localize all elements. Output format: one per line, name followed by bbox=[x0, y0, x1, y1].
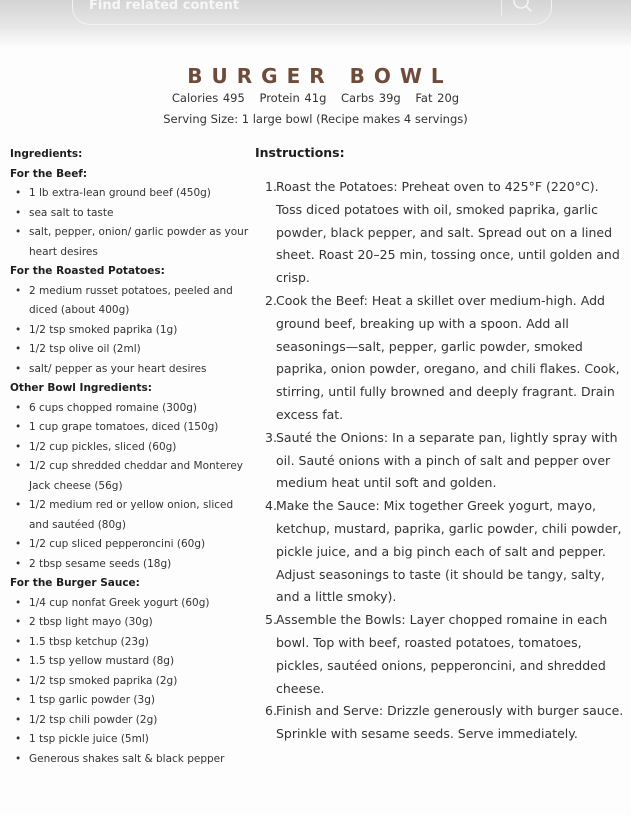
ingredient-item: • 1 tsp garlic powder (3g) bbox=[10, 691, 250, 711]
section-title: For the Roasted Potatoes: bbox=[10, 265, 165, 277]
section-title: For the Beef: bbox=[10, 167, 88, 180]
ingredient-item: • 1/2 cup shredded cheddar and Monterey Jack cheese (56g) bbox=[10, 457, 250, 496]
ingredient-item: • 1/2 tsp chili powder (2g) bbox=[10, 711, 250, 731]
instruction-list bbox=[255, 176, 625, 746]
step-number: 2. bbox=[265, 292, 277, 308]
ingredient-list bbox=[10, 282, 250, 380]
ingredient-item: • 1 lb extra-lean ground beef (450g) bbox=[10, 184, 250, 204]
ingredient-item: • 2 tbsp light mayo (30g) bbox=[10, 613, 250, 633]
serving-size: Serving Size: 1 large bowl (Recipe makes 4 servings) bbox=[163, 112, 468, 126]
ingredient-list bbox=[10, 594, 250, 770]
search-input[interactable] bbox=[87, 0, 471, 14]
step-number: 4. bbox=[265, 498, 277, 514]
instruction-step bbox=[255, 427, 625, 495]
ingredient-item: • 1 cup grape tomatoes, diced (150g) bbox=[10, 418, 250, 438]
ingredient-item: • 1/2 cup pickles, sliced (60g) bbox=[10, 438, 250, 458]
ingredient-item: • salt/ pepper as your heart desires bbox=[10, 360, 250, 380]
step-number: 1. bbox=[265, 179, 277, 194]
instruction-step bbox=[255, 290, 625, 427]
ingredient-list bbox=[10, 184, 250, 262]
instruction-step bbox=[255, 609, 625, 700]
ingredient-item: • sea salt to taste bbox=[10, 204, 250, 224]
ingredients-heading: Ingredients: bbox=[10, 148, 83, 160]
step-text: Assemble the Bowls: Layer chopped romaine in each bowl. Top with beef, roasted potatoes, tomatoes, pickles, sautéed onions, pepperoncini, and shredded cheese. bbox=[276, 612, 608, 696]
ingredient-item: • Generous shakes salt & black pepper bbox=[10, 750, 250, 770]
ingredient-item: • 1.5 tbsp ketchup (23g) bbox=[10, 633, 250, 653]
ingredient-item: • 1/2 tsp smoked paprika (1g) bbox=[10, 321, 250, 341]
instruction-step bbox=[255, 495, 625, 609]
ingredient-list bbox=[10, 399, 250, 575]
ingredient-item: • 1/2 tsp smoked paprika (2g) bbox=[10, 672, 250, 692]
instructions-column bbox=[255, 145, 625, 746]
search-button[interactable] bbox=[509, 0, 545, 19]
step-text: Roast the Potatoes: Preheat oven to 425°F (220°C). Toss diced potatoes with oil, smoked paprika, garlic powder, black pepper, and salt. Spread out on a lined sheet. Roast 20–25 min, tossing once, until golden and crisp. bbox=[276, 179, 620, 286]
section-title: For the Burger Sauce: bbox=[10, 577, 140, 589]
ingredient-item: • 2 medium russet potatoes, peeled and diced (about 400g) bbox=[10, 282, 250, 321]
step-text: Sauté the Onions: In a separate pan, lightly spray with oil. Sauté onions with a pinch of salt and pepper over medium heat until soft and golden. bbox=[276, 429, 618, 491]
ingredient-item: • salt, pepper, onion/ garlic powder as your heart desires bbox=[10, 223, 250, 262]
ingredient-item: • 1 tsp pickle juice (5ml) bbox=[10, 730, 250, 750]
calories: Calories 495 bbox=[171, 91, 245, 105]
instruction-step bbox=[255, 176, 625, 290]
step-number: 6. bbox=[265, 703, 277, 719]
ingredient-item: • 1/2 tsp olive oil (2ml) bbox=[10, 340, 250, 360]
step-text: Cook the Beef: Heat a skillet over medium-high. Add ground beef, breaking up with a spoon. Add all seasonings—salt, pepper, garlic powder, smoked paprika, onion powder, oregano, and chili flakes. Cook, stirring, until fully browned and deeply fragrant. Drain excess fat. bbox=[276, 292, 620, 422]
instruction-step bbox=[255, 700, 625, 746]
step-text: Make the Sauce: Mix together Greek yogurt, mayo, ketchup, mustard, paprika, garlic powder, chili powder, pickle juice, and a big pinch each of salt and pepper. Adjust seasonings to taste (it should be tangy, salty, and a little smoky). bbox=[276, 498, 622, 605]
carbs: Carbs 39g bbox=[341, 91, 401, 105]
search-bar[interactable] bbox=[72, 0, 552, 25]
search-icon bbox=[509, 2, 537, 21]
ingredient-item: • 6 cups chopped romaine (300g) bbox=[10, 399, 250, 419]
step-number: 3. bbox=[265, 429, 277, 445]
ingredient-item: • 1/2 cup sliced pepperoncini (60g) bbox=[10, 535, 250, 555]
fat: Fat 20g bbox=[415, 91, 460, 105]
step-number: 5. bbox=[265, 612, 277, 628]
ingredient-item: • 1.5 tsp yellow mustard (8g) bbox=[10, 652, 250, 672]
ingredients-column bbox=[10, 145, 250, 769]
ingredient-item: • 1/2 medium red or yellow onion, sliced and sautéed (80g) bbox=[10, 496, 250, 535]
search-divider bbox=[501, 0, 502, 17]
macros-line bbox=[0, 91, 631, 105]
protein: Protein 41g bbox=[259, 91, 327, 105]
step-text: Finish and Serve: Drizzle generously with burger sauce. Sprinkle with sesame seeds. Serve immediately. bbox=[276, 703, 624, 742]
instructions-heading: Instructions: bbox=[255, 145, 345, 160]
recipe-title: BURGER BOWL bbox=[187, 64, 453, 88]
ingredient-item: • 1/4 cup nonfat Greek yogurt (60g) bbox=[10, 594, 250, 614]
ingredient-item: • 2 tbsp sesame seeds (18g) bbox=[10, 555, 250, 575]
section-title: Other Bowl Ingredients: bbox=[10, 382, 152, 394]
